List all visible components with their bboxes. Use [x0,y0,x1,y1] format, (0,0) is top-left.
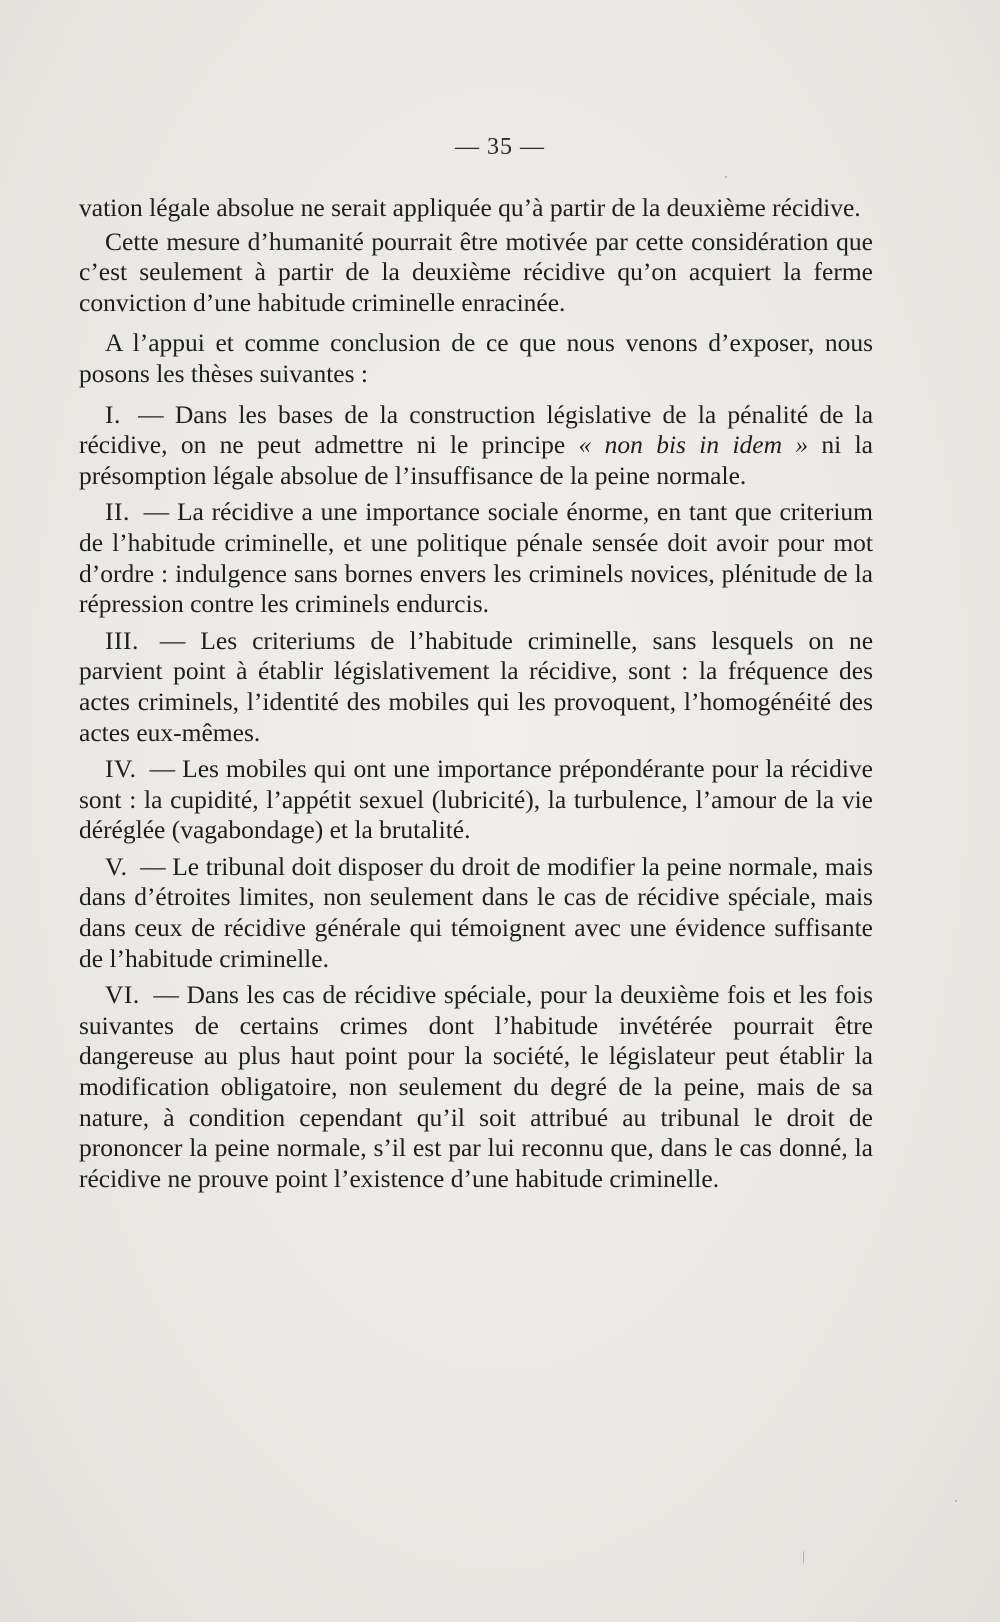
thesis-dash: — [149,754,176,784]
thesis-numeral: I. [105,399,121,429]
thesis-4 [79,754,873,846]
continuation-paragraph: vation légale absolue ne serait appliquée qu’à partir de la deuxième récidive. [79,193,861,222]
thesis-dash: — [143,497,170,527]
thesis-3 [79,626,873,748]
body-text [79,193,873,1200]
thesis-numeral: III. [105,625,139,655]
thesis-text: La récidive a une importance sociale énorme, en tant que criterium de l’habitude criminelle, et une politique pénale sensée doit avoir pour mot d’ordre : indulgence sans bornes envers les criminels novices, plénitude de la répression contre les criminels endurcis. [79,497,873,619]
conclusion-intro-paragraph: A l’appui et comme conclusion de ce que nous venons d’exposer, nous posons les thèses suivantes : [79,328,873,388]
thesis-2 [79,497,873,619]
thesis-numeral: IV. [105,754,137,784]
paper-speck [725,176,727,178]
thesis-numeral: V. [105,851,128,881]
thesis-dash: — [153,980,179,1010]
thesis-latin-maxim: « non bis in idem » [578,430,809,460]
thesis-text: Le tribunal doit disposer du droit de modifier la peine normale, mais dans d’étroites limites, non seulement dans le cas de récidive spéciale, mais dans ceux de récidive générale qui témoignent avec une évidence suffisante de l’habitude criminelle. [79,851,873,973]
thesis-text: Dans les cas de récidive spéciale, pour la deuxième fois et les fois suivantes de certains crimes dont l’habitude invétérée pourrait être dangereuse au plus haut point pour la société, le législateur peut établir la modification obligatoire, non seulement du degré de la peine, mais de sa nature, à condition cependant qu’il soit attribué au tribunal le droit de prononcer la peine normale, s’il est par lui reconnu que, dans le cas donné, la récidive ne prouve point l’existence d’une habitude criminelle. [79,980,874,1193]
thesis-dash: — [138,399,164,429]
paper-speck [955,1500,957,1502]
thesis-numeral: VI. [105,980,140,1010]
thesis-text: Les mobiles qui ont une importance prépondérante pour la récidive sont : la cupidité, l’appétit sexuel (lubricité), la turbulence, l’amour de la vie déréglée (vagabondage) et la brutalité. [79,754,874,845]
paper-speck [803,1550,804,1564]
thesis-text: Dans les bases de la construction législative de la pénalité de la récidive, on ne peut admettre ni le principe [79,399,874,460]
humanity-paragraph: Cette mesure d’humanité pourrait être motivée par cette considération que c’est seulement à partir de la deuxième récidive qu’on acquiert la ferme conviction d’une habitude criminelle enracinée. [79,226,873,317]
thesis-numeral: II. [105,497,130,527]
page-number: — 35 — [455,134,545,160]
thesis-1 [79,400,873,492]
thesis-text: Les criteriums de l’habitude criminelle, sans lesquels on ne parvient point à établir législativement la récidive, sont : la fréquence des actes criminels, l’identité des mobiles qui les provoquent, l’homogénéité des actes eux-mêmes. [79,625,874,747]
thesis-text-continued: ni la présomption légale absolue de l’insuffisance de la peine normale. [79,430,873,490]
thesis-6 [79,980,873,1194]
thesis-dash: — [159,625,186,655]
thesis-5 [79,852,873,974]
thesis-dash: — [140,851,166,881]
